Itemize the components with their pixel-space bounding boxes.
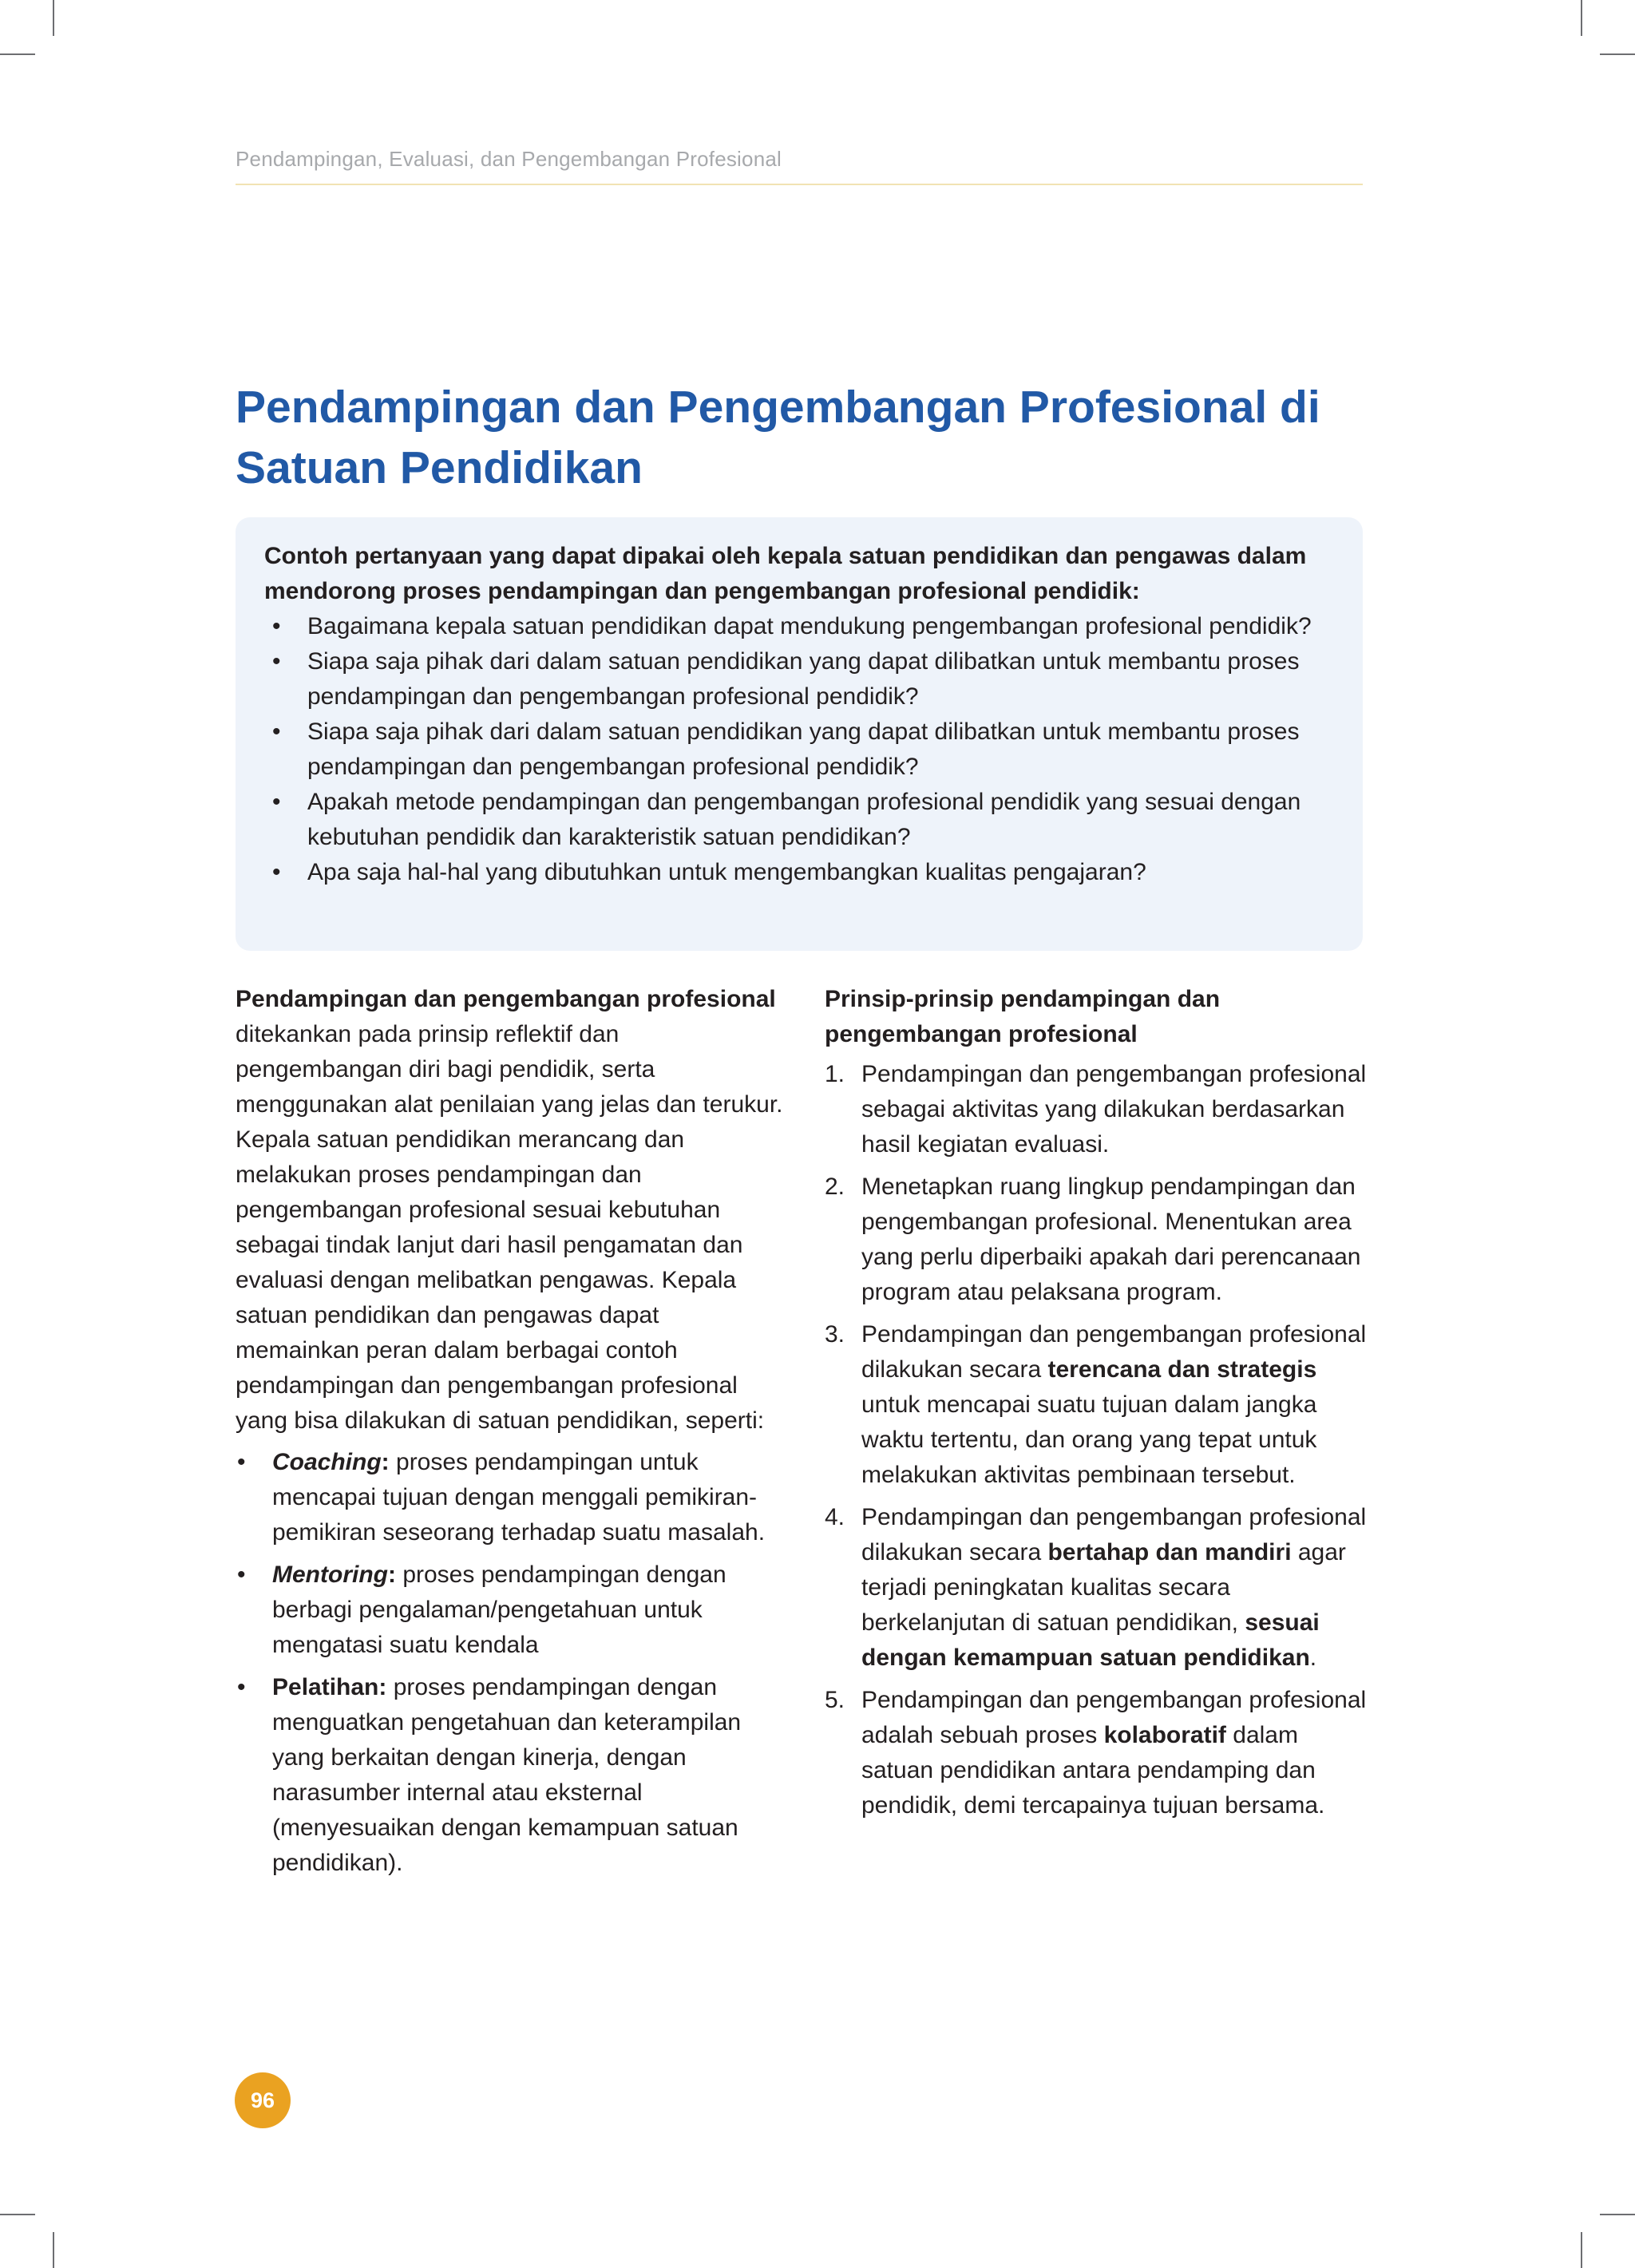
question-item: • Bagaimana kepala satuan pendidikan dapat mendukung pengembangan profesional pendidik?: [264, 609, 1334, 644]
bullet-icon: •: [237, 1561, 246, 1588]
principle-item: 5. Pendampingan dan pengembangan profesional adalah sebuah proses kolaboratif dalam satuan pendidikan antara pendamping dan pendidik, demi tercapainya tujuan bersama.: [825, 1687, 1367, 1819]
crop-mark: [1600, 2214, 1635, 2215]
question-item: • Apa saja hal-hal yang dibutuhkan untuk mengembangkan kualitas pengajaran?: [264, 855, 1334, 890]
bullet-icon: •: [272, 613, 281, 639]
right-column: [825, 982, 1376, 1831]
left-column: [236, 982, 786, 1888]
crop-mark: [53, 2232, 54, 2268]
crop-mark: [1600, 53, 1635, 55]
question-box: [236, 517, 1363, 951]
question-item: • Siapa saja pihak dari dalam satuan pendidikan yang dapat dilibatkan untuk membantu proses pendampingan dan pengembangan profesional pendidik?: [264, 644, 1334, 714]
question-item: • Siapa saja pihak dari dalam satuan pendidikan yang dapat dilibatkan untuk membantu proses pendampingan dan pengembangan profesional pendidik?: [264, 714, 1334, 785]
principle-item: 3. Pendampingan dan pengembangan profesional dilakukan secara terencana dan strategis untuk mencapai suatu tujuan dalam jangka waktu tertentu, dan orang yang tepat untuk melakukan aktivitas pembinaan tersebut.: [825, 1321, 1367, 1488]
principle-item: 2. Menetapkan ruang lingkup pendampingan dan pengembangan profesional. Menentukan area yang perlu diperbaiki apakah dari perencanaan program atau pelaksana program.: [825, 1174, 1361, 1305]
header-rule: [236, 184, 1363, 185]
crop-mark: [1581, 0, 1582, 36]
bullet-icon: •: [237, 1449, 246, 1475]
page-title: Pendampingan dan Pengembangan Profesional di Satuan Pendidikan: [236, 382, 1320, 493]
bullet-icon: •: [272, 859, 281, 885]
principles-list: [825, 1057, 1376, 1823]
question-box-lead: Contoh pertanyaan yang dapat dipakai oleh kepala satuan pendidikan dan pengawas dalam mendorong proses pendampingan dan pengembangan profesional pendidik:: [264, 543, 1307, 604]
running-header: Pendampingan, Evaluasi, dan Pengembangan Profesional: [236, 147, 782, 171]
principle-item: 4. Pendampingan dan pengembangan profesional dilakukan secara bertahap dan mandiri agar terjadi peningkatan kualitas secara berkelanjutan di satuan pendidikan, sesuai dengan kemampuan satuan pendidikan.: [825, 1504, 1367, 1671]
method-list: [236, 1445, 786, 1881]
crop-mark: [0, 2214, 35, 2215]
method-item-coaching: • Coaching: proses pendampingan untuk mencapai tujuan dengan menggali pemikiran-pemikiran seseorang terhadap suatu masalah.: [236, 1445, 786, 1550]
intro-paragraph: Pendampingan dan pengembangan profesional ditekankan pada prinsip reflektif dan pengembangan diri bagi pendidik, serta menggunakan alat penilaian yang jelas dan terukur. Kepala satuan pendidikan merancang dan melakukan proses pendampingan dan pengembangan profesional sesuai kebutuhan sebagai tindak lanjut dari hasil pengamatan dan evaluasi dengan melibatkan pengawas. Kepala satuan pendidikan dan pengawas dapat memainkan peran dalam berbagai contoh pendampingan dan pengembangan profesional yang bisa dilakukan di satuan pendidikan, seperti:: [236, 986, 783, 1434]
question-list: [264, 609, 1334, 890]
crop-mark: [1581, 2232, 1582, 2268]
bullet-icon: •: [272, 648, 281, 675]
bullet-icon: •: [237, 1674, 246, 1700]
method-item-mentoring: • Mentoring: proses pendampingan dengan berbagi pengalaman/pengetahuan untuk mengatasi suatu kendala: [236, 1558, 786, 1663]
crop-mark: [0, 53, 35, 55]
crop-mark: [53, 0, 54, 36]
bullet-icon: •: [272, 718, 281, 745]
principles-heading: Prinsip-prinsip pendampingan dan pengembangan profesional: [825, 986, 1221, 1047]
page-number-badge: 96: [235, 2072, 291, 2128]
bullet-icon: •: [272, 789, 281, 815]
principle-item: 1. Pendampingan dan pengembangan profesional sebagai aktivitas yang dilakukan berdasarkan hasil kegiatan evaluasi.: [825, 1061, 1367, 1158]
method-item-pelatihan: • Pelatihan: proses pendampingan dengan menguatkan pengetahuan dan keterampilan yang berkaitan dengan kinerja, dengan narasumber internal atau eksternal (menyesuaikan dengan kemampuan satuan pendidikan).: [236, 1670, 786, 1881]
question-item: • Apakah metode pendampingan dan pengembangan profesional pendidik yang sesuai dengan kebutuhan pendidik dan karakteristik satuan pendidikan?: [264, 785, 1334, 855]
